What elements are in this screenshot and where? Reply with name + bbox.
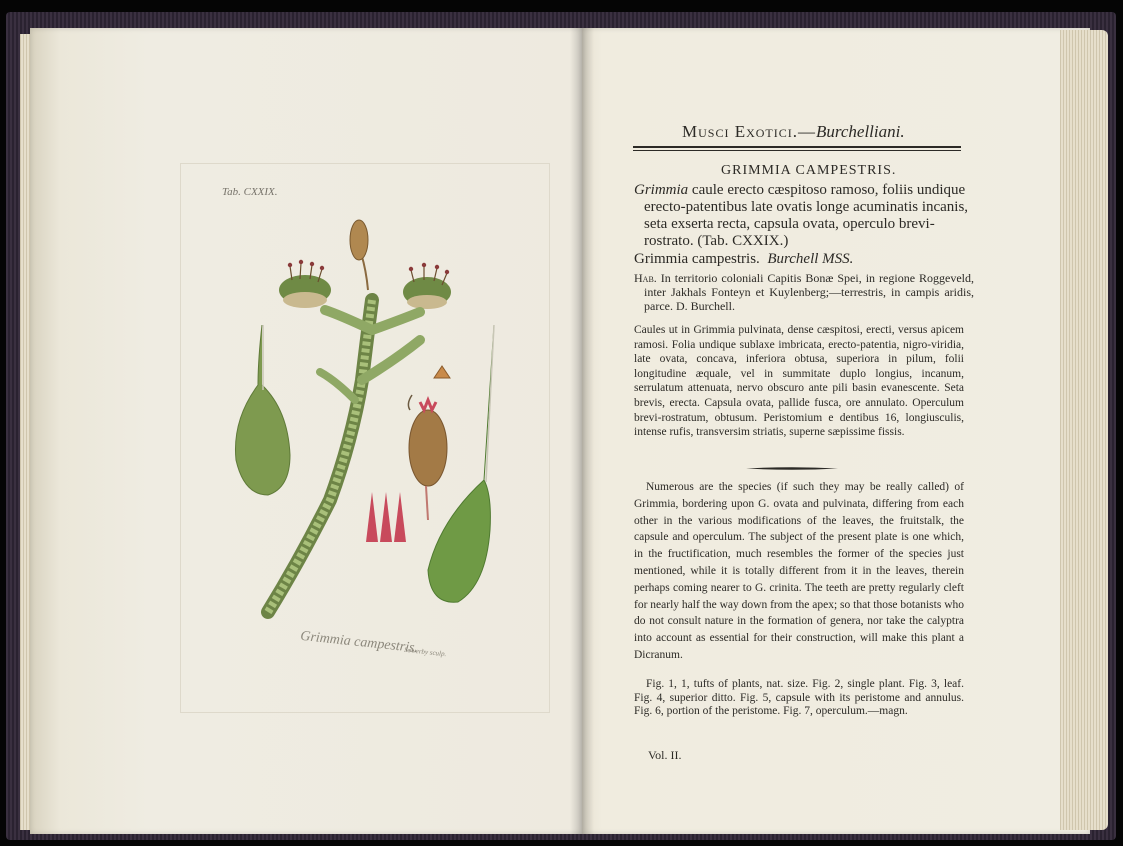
capsule (408, 395, 447, 520)
synonym-source: Burchell MSS. (767, 251, 854, 267)
diagnosis-text: caule erecto cæspitoso ramoso, foliis undique erecto-patentibus late ovatis longe acuminatis incanis, seta exserta recta, capsula ovata, operculo brevi-rostrato. (Tab. CXXIX.) (644, 182, 969, 249)
leaf-left (235, 325, 290, 495)
header-suffix: Burchelliani. (816, 122, 905, 141)
tuft-left (279, 260, 331, 308)
diagnosis (634, 182, 974, 250)
volume-signature: Vol. II. (648, 748, 682, 762)
section-ornament (746, 467, 838, 470)
peristome-teeth (366, 492, 406, 542)
commentary: Numerous are the species (if such they may be really called) of Grimmia, bordering upon G. ovata and pulvinata, differing from each other in the various modifications of the leaves, the fruitstalk, the capsule and operculum. The subject of the present plate is one which, in the fructification, much resembles the former of the species just mentioned, while it is totally different from it in the leaves, therein perhaps coming nearer to G. crinita. The teeth are pretty regularly cleft for nearly half the way down from the apex; so that those botanists who do not consult nature in the formation of genera, nor take the calyptra into account as essential for their construction, will make this plant a Dicranum. (634, 481, 964, 661)
synonym-name: Grimmia campestris. (634, 251, 760, 267)
running-header (682, 122, 905, 142)
header-rule (633, 146, 961, 148)
operculum (434, 366, 450, 378)
species-title: GRIMMIA CAMPESTRIS. (721, 163, 897, 178)
habitat-label: Hab. (634, 271, 657, 285)
plate-caption: Grimmia campestris. (299, 628, 419, 657)
header-rule-thin (633, 150, 961, 151)
plate-number: Tab. CXXIX. (222, 186, 278, 198)
figure-explanation: Fig. 1, 1, tufts of plants, nat. size. Fig. 2, single plant. Fig. 3, leaf. Fig. 4, superior ditto. Fig. 5, capsule with its peristome and annulus. Fig. 6, portion of the peristome. Fig. 7, operculum.—magn. (634, 678, 964, 717)
description: Caules ut in Grimmia pulvinata, dense cæspitosi, erecti, versus apicem ramosi. Folia undique sublaxe imbricata, erecto-patentia, nigro-viridia, late ovata, concava, inferiora obtusa, superiora in pilum, folii longitudine æquale, vel in summitate duplo longius, incanum, serrulatum attenuata, nervo obscuro ante pili basin evanescente. Seta brevis, erecta. Capsula ovata, pallide fusca, ore annulato. Operculum brevi-rostratum, obtusum. Peristomium e dentibus 16, longiusculis, intense rufis, transversim striatis, superne sæpissime fissis. (634, 324, 964, 439)
tuft-right (403, 263, 451, 309)
habitat-text: In territorio coloniali Capitis Bonæ Spei, in regione Roggeveld, inter Jakhals Fonteyn et Kuylenberg;—terrestris, in campis aridis, parce. D. Burchell. (644, 271, 974, 313)
diagnosis-genus: Grimmia (634, 182, 689, 198)
habitat (634, 271, 974, 313)
synonym (634, 251, 853, 268)
header-prefix: Musci Exotici.— (682, 122, 816, 141)
engraver-credit: Sowerby sculp. (403, 645, 447, 659)
